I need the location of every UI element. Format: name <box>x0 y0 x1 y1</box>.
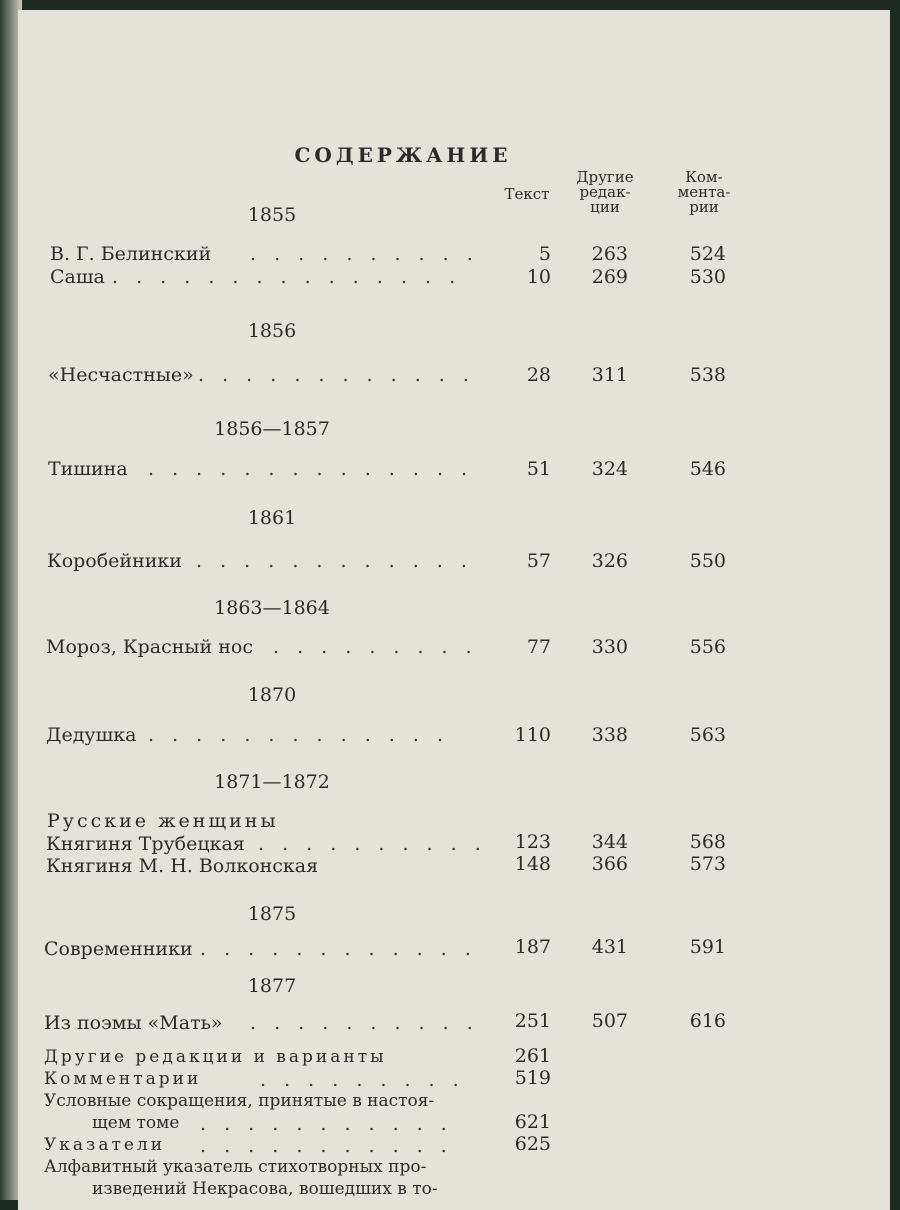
leader-dots: . . . . . . . . . . . <box>200 1113 453 1135</box>
leader-dots: . . . . . . . . . <box>273 636 478 658</box>
appendix-entry-title: щем томе <box>92 1113 180 1133</box>
leader-dots: . . . . . . . . . . . . <box>200 938 477 960</box>
year-heading: 1856—1857 <box>214 418 330 440</box>
entry-title: Из поэмы «Мать» <box>44 1012 223 1034</box>
page-number-comments: 591 <box>689 936 726 958</box>
page-number-comments: 546 <box>689 458 726 480</box>
page-number-text: 10 <box>526 266 551 288</box>
entry-title: «Несчастные» <box>48 364 194 386</box>
page-number-text: 57 <box>526 550 551 572</box>
page-number-text: 5 <box>538 243 551 265</box>
page-number-comments: 568 <box>689 831 726 853</box>
page-number-other: 330 <box>591 636 628 658</box>
page-number-other: 311 <box>591 364 628 386</box>
page-number-text: 77 <box>526 636 551 658</box>
appendix-entry-title: Другие редакции и варианты <box>44 1047 387 1067</box>
appendix-entry-title: Указатели <box>44 1135 166 1155</box>
leader-dots: . . . . . . . . . <box>260 1069 465 1091</box>
year-heading: 1861 <box>247 507 297 529</box>
year-heading: 1877 <box>247 975 297 997</box>
entry-title: Коробейники <box>47 550 182 572</box>
page-number-other: 263 <box>591 243 628 265</box>
page-number-other: 507 <box>591 1010 628 1032</box>
entry-title: В. Г. Белинский <box>50 243 212 265</box>
page-title: СОДЕРЖАНИЕ <box>294 143 512 167</box>
leader-dots: . . . . . . . . . . . . <box>196 550 473 572</box>
column-header-comments: Ком- мента- рии <box>677 168 731 216</box>
appendix-entry-title: Условные сокращения, принятые в настоя- <box>44 1091 435 1111</box>
page-number-comments: 616 <box>689 1010 726 1032</box>
column-header-other-editions: Другие редак- ции <box>576 168 634 216</box>
entry-title: Дедушка <box>46 724 137 746</box>
page-number-text: 28 <box>526 364 551 386</box>
page-number-text: 251 <box>514 1010 551 1032</box>
year-heading: 1875 <box>247 903 297 925</box>
page-number-comments: 573 <box>689 853 726 875</box>
page-number-comments: 556 <box>689 636 726 658</box>
page-number-comments: 538 <box>689 364 726 386</box>
page-number-comments: 550 <box>689 550 726 572</box>
page-number-comments: 530 <box>689 266 726 288</box>
year-heading: 1855 <box>247 204 297 226</box>
page-number-other: 326 <box>591 550 628 572</box>
leader-dots: . . . . . . . . . . . . <box>198 364 475 386</box>
column-header-text: Текст <box>504 185 550 203</box>
year-heading: 1870 <box>247 684 297 706</box>
entry-title: Современники <box>44 938 193 960</box>
appendix-entry-title: изведений Некрасова, вошедших в то- <box>92 1179 438 1199</box>
leader-dots: . . . . . . . . . . <box>250 1012 479 1034</box>
leader-dots: . . . . . . . . . . <box>250 243 479 265</box>
appendix-entry-title: Алфавитный указатель стихотворных про- <box>44 1157 427 1177</box>
entry-title: Княгиня М. Н. Волконская <box>46 855 319 877</box>
page-number-text: 110 <box>514 724 551 746</box>
appendix-page-number: 625 <box>514 1133 551 1155</box>
page-number-text: 148 <box>514 853 551 875</box>
leader-dots: . . . . . . . . . . . . . . <box>148 458 474 480</box>
leader-dots: . . . . . . . . . . . <box>200 1135 453 1157</box>
leader-dots: . . . . . . . . . . <box>258 833 487 855</box>
entry-title: Саша <box>50 266 105 288</box>
appendix-page-number: 261 <box>514 1045 551 1067</box>
page-number-text: 187 <box>514 936 551 958</box>
page-number-comments: 563 <box>689 724 726 746</box>
page-number-text: 123 <box>514 831 551 853</box>
leader-dots: . . . . . . . . . . . . . <box>148 724 449 746</box>
appendix-page-number: 621 <box>514 1111 551 1133</box>
entry-title: Княгиня Трубецкая <box>46 833 245 855</box>
page-number-other: 269 <box>591 266 628 288</box>
page-number-comments: 524 <box>689 243 726 265</box>
group-title: Русские женщины <box>47 810 279 832</box>
page-number-other: 338 <box>591 724 628 746</box>
page-number-other: 324 <box>591 458 628 480</box>
year-heading: 1871—1872 <box>214 771 330 793</box>
page-number-text: 51 <box>526 458 551 480</box>
entry-title: Тишина <box>48 458 128 480</box>
entry-title: Мороз, Красный нос <box>46 636 254 658</box>
year-heading: 1856 <box>247 320 297 342</box>
leader-dots: . . . . . . . . . . . . . . . <box>112 266 462 288</box>
page-number-other: 344 <box>591 831 628 853</box>
appendix-page-number: 519 <box>514 1067 551 1089</box>
appendix-entry-title: Комментарии <box>44 1069 202 1089</box>
page-number-other: 431 <box>591 936 628 958</box>
year-heading: 1863—1864 <box>214 597 330 619</box>
page-number-other: 366 <box>591 853 628 875</box>
